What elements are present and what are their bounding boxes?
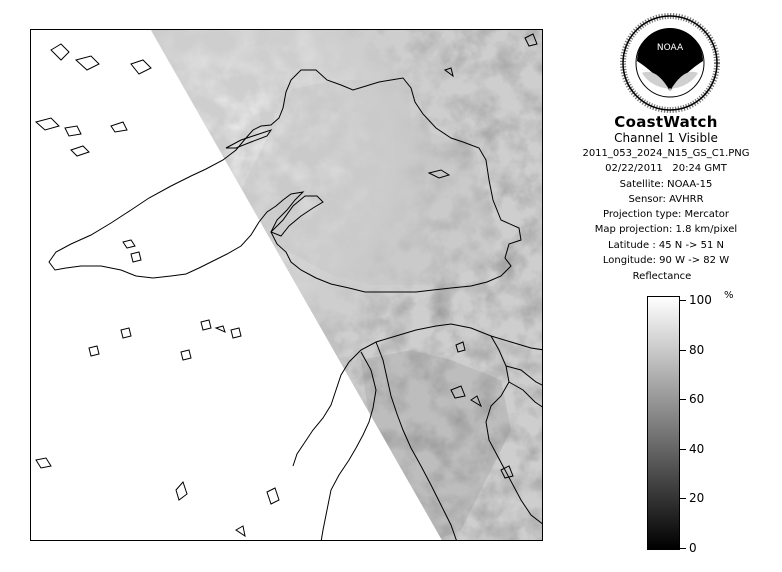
filename: 2011_053_2024_N15_GS_C1.PNG xyxy=(582,148,750,159)
projection-type: Projection type: Mercator xyxy=(603,209,729,221)
satellite-map xyxy=(30,29,543,541)
colorbar-tick-label: 40 xyxy=(689,441,705,456)
colorbar-unit: % xyxy=(724,290,734,301)
datetime: 02/22/2011 20:24 GMT xyxy=(605,163,727,175)
colorbar-tick xyxy=(680,548,686,549)
colorbar-tick xyxy=(680,350,686,351)
colorbar-tick xyxy=(680,399,686,400)
colorbar-tick-label: 20 xyxy=(689,491,705,506)
product-title: CoastWatch xyxy=(614,113,718,131)
sensor: Sensor: AVHRR xyxy=(628,193,704,205)
product-subtitle: Channel 1 Visible xyxy=(614,131,718,145)
noaa-logo xyxy=(620,13,720,113)
colorbar-tick xyxy=(680,449,686,450)
colorbar-tick-label: 60 xyxy=(689,392,705,407)
colorbar-tick xyxy=(680,300,686,301)
product-metadata xyxy=(566,146,766,268)
latitude-range: Latitude : 45 N -> 51 N xyxy=(608,239,724,251)
colorbar-tick-label: 100 xyxy=(689,293,712,307)
colorbar xyxy=(647,296,680,550)
noaa-logo-text: NOAA xyxy=(656,43,684,53)
colorbar-title: Reflectance xyxy=(632,271,692,282)
satellite: Satellite: NOAA-15 xyxy=(619,178,713,190)
map-projection: Map projection: 1.8 km/pixel xyxy=(594,224,738,236)
colorbar-tick xyxy=(680,498,686,499)
longitude-range: Longitude: 90 W -> 82 W xyxy=(602,255,730,267)
colorbar-tick-label: 80 xyxy=(689,342,705,357)
colorbar-tick-label: 0 xyxy=(689,541,697,555)
